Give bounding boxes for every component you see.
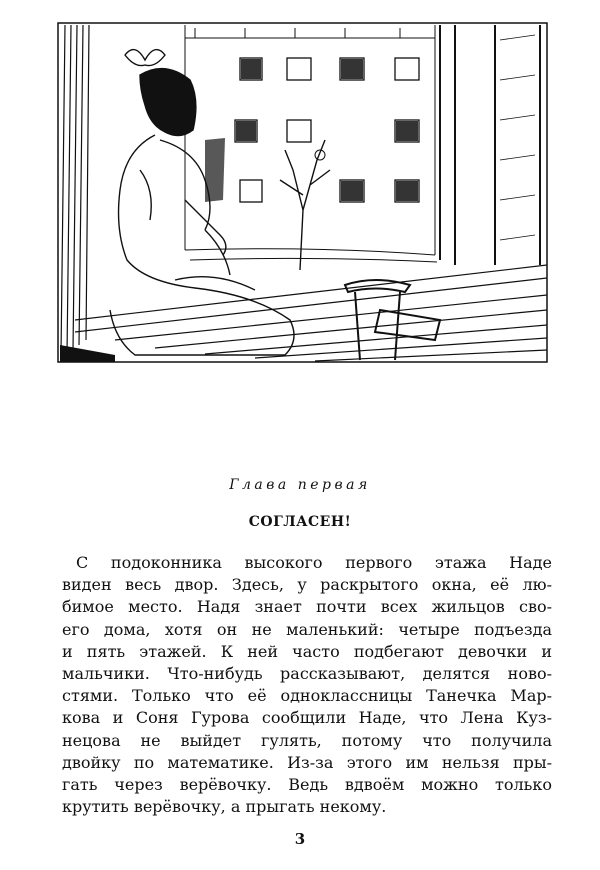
text-line: нецова не выйдет гулять, потому что получила <box>62 730 552 750</box>
text-line: стями. Только что её одноклассницы Танечка Мар- <box>62 686 552 706</box>
text-line: его дома, хотя он не маленький: четыре подъезда <box>62 619 552 639</box>
chapter-label: Глава первая <box>229 477 371 493</box>
text-line: мальчики. Что-нибудь рассказывают, делятся ново- <box>62 663 552 683</box>
text-line: и пять этажей. К ней часто подбегают девочки и <box>62 641 552 661</box>
chapter-title: СОГЛАСЕН! <box>248 514 352 530</box>
text-line: бимое место. Надя знает почти всех жильцов сво- <box>62 597 552 617</box>
text-line: крутить верёвочку, а прыгать некому. <box>62 797 387 817</box>
text-line: виден весь двор. Здесь, у раскрытого окна, её лю- <box>62 575 552 595</box>
chapter-body-text <box>62 552 552 818</box>
page-number: 3 <box>294 830 306 848</box>
text-line: кова и Соня Гурова сообщили Наде, что Лена Куз- <box>62 708 552 728</box>
girl-at-window-drawing <box>55 20 550 365</box>
chapter-illustration <box>55 20 550 365</box>
text-line: С подоконника высокого первого этажа Наде <box>76 553 552 572</box>
text-line: двойку по математике. Из-за этого им нельзя пры- <box>62 752 552 772</box>
text-line: гать через верёвочку. Ведь вдвоём можно только <box>62 774 552 794</box>
